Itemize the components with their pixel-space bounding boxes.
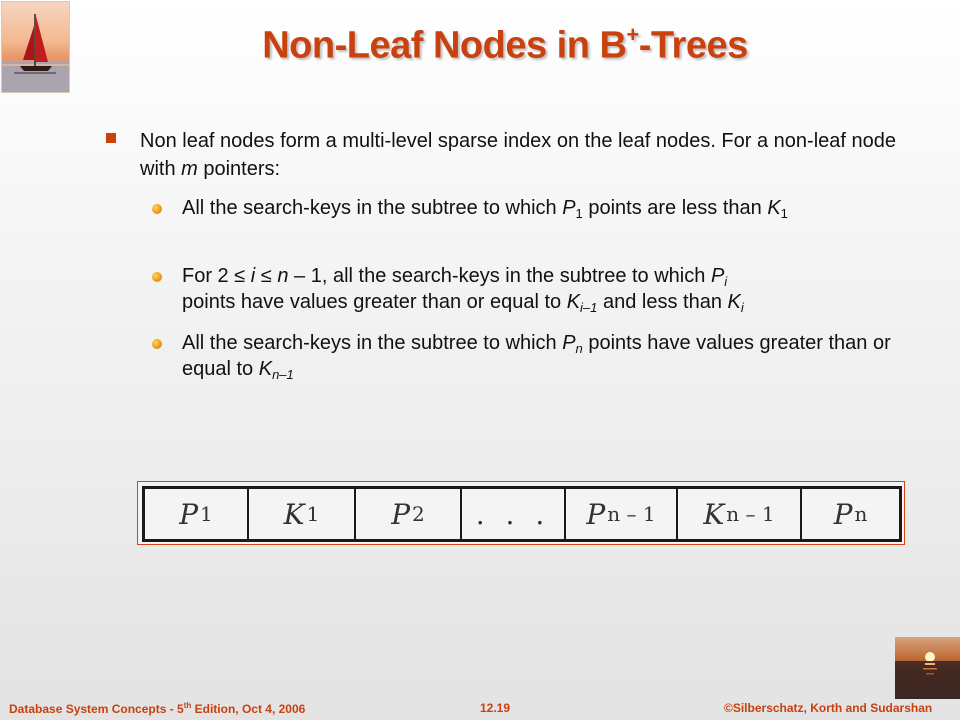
footer-book-info: Database System Concepts - 5th Edition, Oct 4, 2006 [9, 701, 306, 716]
node-cell-pn: P n [833, 497, 868, 531]
footer-copyright: ©Silberschatz, Korth and Sudarshan [724, 701, 933, 715]
round-bullet-icon [152, 272, 162, 282]
square-bullet-icon [106, 133, 116, 143]
node-cell-p2: P 2 [356, 489, 462, 539]
slide-title: Non-Leaf Nodes in B+-Trees [262, 22, 748, 67]
node-cell-pn-1: P n – 1 [566, 489, 678, 539]
node-cell-kn-1: K n – 1 [678, 489, 802, 539]
node-structure [142, 486, 902, 542]
sub-bullet-text: For 2 ≤ i ≤ n – 1, all the search-keys in the subtree to which $P_i$ points have values greater than or equal to $K_{i-1}$ and less than $K_i$ [182, 265, 744, 315]
node-cell-p1: P 1 [145, 489, 249, 539]
sunset-logo-image [895, 637, 960, 699]
node-cell-ellipsis: . . . [462, 489, 566, 539]
non-leaf-node-diagram [137, 481, 905, 545]
footer-page-number: 12.19 [480, 701, 511, 715]
sub-bullet-text: All the search-keys in the subtree to which $P_1$ points are less than $K_1$ [182, 197, 788, 221]
round-bullet-icon [152, 339, 162, 349]
node-cell-k1: K 1 [249, 489, 356, 539]
round-bullet-icon [152, 204, 162, 214]
sub-bullet-text: All the search-keys in the subtree to which $P_n$ points have values greater than or equal to $K_{n-1}$ [182, 332, 891, 382]
bullet-text: Non leaf nodes form a multi-level sparse index on the leaf nodes. For a non-leaf node with m pointers: [140, 130, 896, 180]
